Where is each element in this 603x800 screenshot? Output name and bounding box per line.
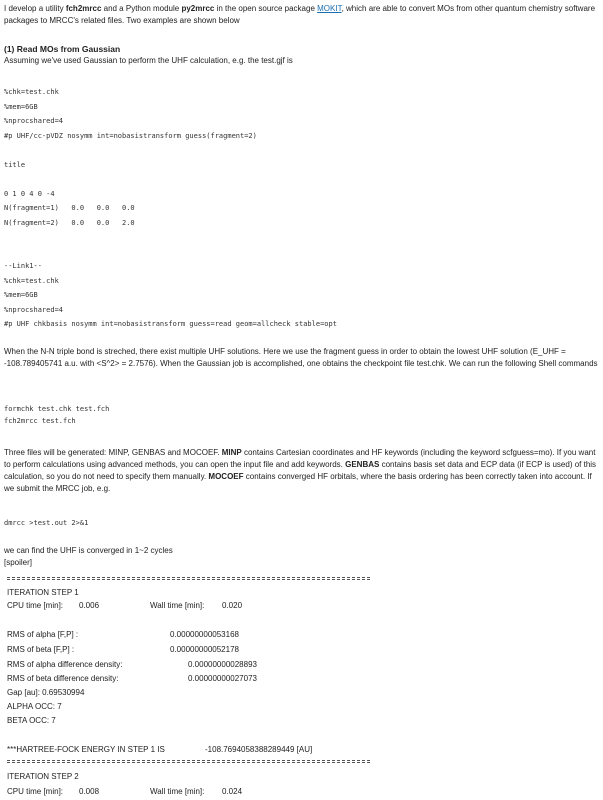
code-line: dmrcc >test.out 2>&1 (4, 519, 89, 527)
fch2mrcc-term: fch2mrcc (65, 4, 102, 13)
code-line: N(fragment=2) 0.0 0.0 2.0 (4, 218, 135, 227)
code-line: formchk test.chk test.fch (4, 405, 110, 413)
code-line (4, 173, 599, 188)
spoiler-tag[interactable]: [spoiler] (4, 558, 33, 567)
py2mrcc-term: py2mrcc (181, 4, 215, 13)
intro-text-2: and a Python module (101, 4, 182, 13)
code-line (4, 231, 599, 246)
separator-line (7, 579, 370, 580)
paragraph-text: Three files will be generated: MINP, GENBAS and MOCOEF. (4, 448, 222, 457)
cpu-time-value: 0.008 (79, 787, 100, 796)
wall-time-label: Wall time [min]: (150, 601, 205, 610)
intro-text-4: , which are able to convert MOs from other quantum chemistry software packages to MRCC's related files. Two examples are shown below (4, 4, 596, 25)
intro-text-3: in the open source package (214, 4, 318, 13)
code-line: 0 1 0 4 0 -4 (4, 189, 55, 198)
cpu-time-label: CPU time [min]: (7, 787, 64, 796)
code-line: %chk=test.chk (4, 276, 59, 285)
code-line: #p UHF/cc-pVDZ nosymm int=nobasistransform guess(fragment=2) (4, 131, 257, 140)
code-line: %nprocshared=4 (4, 117, 64, 125)
cpu-time-value: 0.006 (79, 601, 100, 610)
code-line: #p UHF chkbasis nosymm int=nobasistransform guess=read geom=allcheck stable=opt (4, 320, 337, 328)
code-line: title (4, 160, 26, 169)
paragraph-text: contains converged HF orbitals, where the basis ordering has been correctly taken into account. If we submit the MRCC job, e.g. (4, 472, 592, 493)
minp-term: MINP (221, 448, 242, 457)
paragraph-text: we can find the UHF is converged in 1~2 cycles (4, 546, 173, 555)
rms-alpha-label: RMS of alpha [F,P] : (7, 630, 79, 639)
mokit-link[interactable]: MOKIT (317, 4, 342, 13)
dmrcc-command-code (4, 517, 599, 529)
code-line (4, 246, 599, 261)
genbas-term: GENBAS (345, 460, 380, 469)
rms-alpha-diff-value: 0.00000000028893 (188, 660, 257, 669)
code-line: fch2mrcc test.fch (4, 417, 76, 425)
code-line (4, 144, 599, 159)
iteration-step-label: ITERATION STEP 1 (7, 588, 79, 597)
section-heading: (1) Read MOs from Gaussian (4, 44, 121, 54)
code-line: %nprocshared=4 (4, 305, 64, 314)
section-description: Assuming we've used Gaussian to perform the UHF calculation, e.g. the test.gjf is (4, 56, 293, 65)
paragraph-text: When the N-N triple bond is streched, there exist multiple UHF solutions. Here we use the fragment guess in order to obtain the lowest UHF solution (E_UHF = -108.789405741 a.u. with <S^2> = 2.7576). When the Gaussian job is accomplished, one obtains the checkpoint file test.chk. We can run the following Shell commands (4, 347, 598, 368)
shell-commands-code (4, 403, 599, 427)
rms-alpha-diff-label: RMS of alpha difference density: (7, 660, 123, 669)
code-lines (4, 86, 599, 333)
cpu-time-label: CPU time [min]: (7, 601, 64, 610)
code-line: %chk=test.chk (4, 88, 59, 96)
code-line: --Link1-- (4, 262, 42, 270)
hf-energy-value: -108.7694058388289449 [AU] (205, 745, 313, 754)
intro-paragraph (4, 3, 599, 27)
wall-time-label: Wall time [min]: (150, 787, 205, 796)
gap-value: Gap [au]: 0.69530994 (7, 688, 85, 697)
separator-line (7, 577, 370, 578)
code-line: N(fragment=1) 0.0 0.0 0.0 (4, 204, 135, 212)
rms-beta-label: RMS of beta [F,P] : (7, 645, 75, 654)
gaussian-input-code (4, 86, 599, 333)
separator-line (7, 762, 370, 763)
beta-occ: BETA OCC: 7 (7, 716, 56, 725)
paragraph-generated-files (4, 447, 599, 495)
paragraph-text: contains basis set data and ECP data (if ECP is used) of this calculation, so you do not need to specify them manually. (4, 460, 597, 481)
rms-beta-diff-label: RMS of beta difference density: (7, 674, 119, 683)
code-line: %mem=6GB (4, 102, 38, 111)
alpha-occ: ALPHA OCC: 7 (7, 702, 62, 711)
hf-energy-label: ***HARTREE-FOCK ENERGY IN STEP 1 IS (7, 745, 165, 754)
paragraph-converged (4, 545, 599, 569)
paragraph-uhf-solutions (4, 346, 599, 370)
iteration-step-label: ITERATION STEP 2 (7, 772, 79, 781)
separator-line (7, 760, 370, 761)
wall-time-value: 0.020 (222, 601, 243, 610)
rms-beta-value: 0.00000000052178 (170, 645, 239, 654)
intro-text: I develop a utility (4, 4, 66, 13)
section-read-mos (4, 43, 599, 67)
wall-time-value: 0.024 (222, 787, 243, 796)
mocoef-term: MOCOEF (208, 472, 244, 481)
rms-alpha-value: 0.00000000053168 (170, 630, 239, 639)
rms-beta-diff-value: 0.00000000027073 (188, 674, 257, 683)
paragraph-text: contains Cartesian coordinates and HF keywords (including the keyword scfguess=mo). If you want to perform calculations using advanced methods, you can open the input file and add keywords. (4, 448, 596, 469)
code-line: %mem=6GB (4, 291, 38, 299)
